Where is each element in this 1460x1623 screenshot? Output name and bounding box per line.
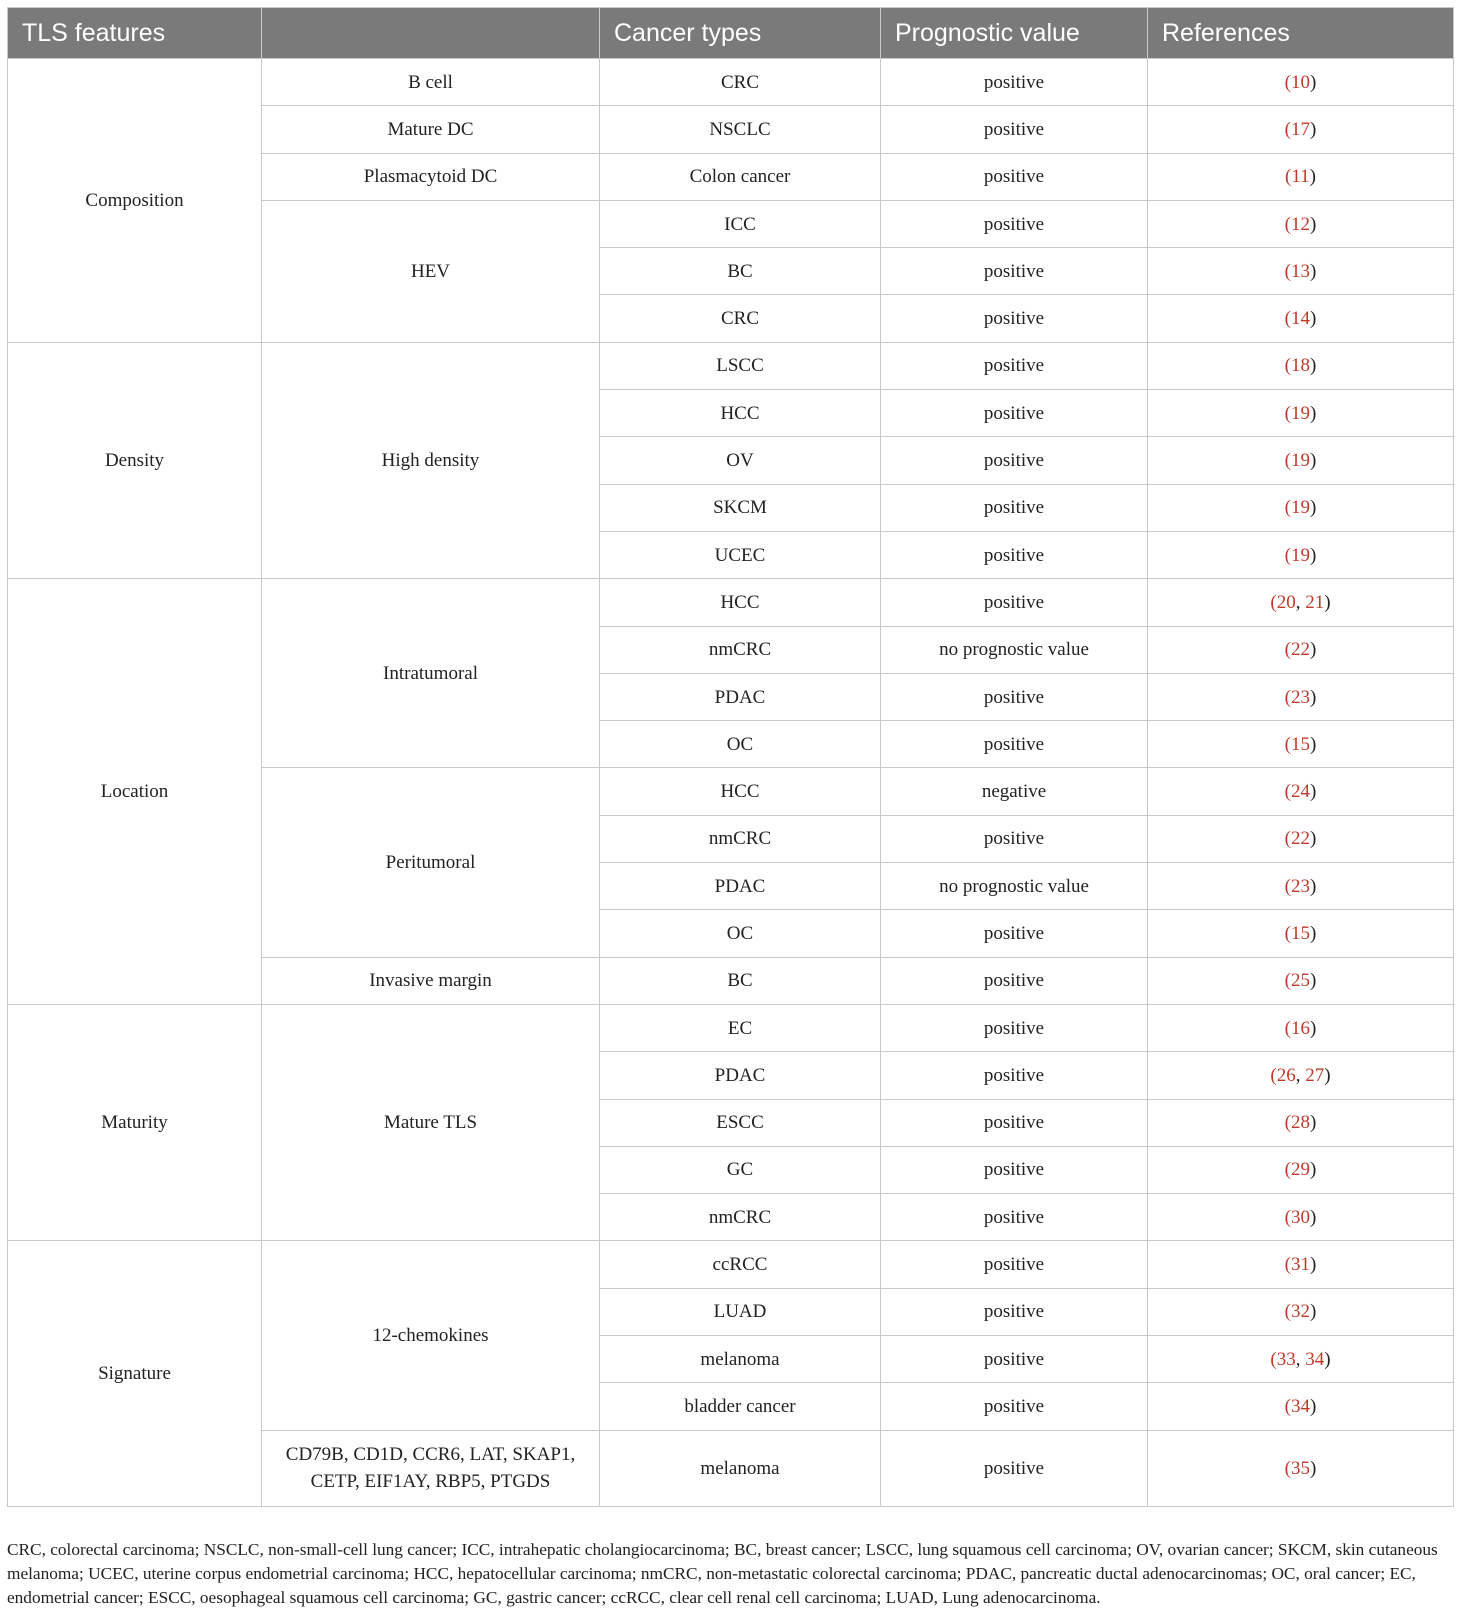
prognostic-value-cell: positive (881, 1194, 1148, 1241)
prognostic-value-cell: positive (881, 1336, 1148, 1383)
table-row (8, 59, 1454, 106)
reference-link[interactable]: 25 (1291, 970, 1310, 992)
reference-link[interactable]: 10 (1291, 71, 1310, 93)
cancer-type-cell: LUAD (600, 1288, 881, 1335)
reference-link[interactable]: 18 (1291, 355, 1310, 377)
reference-link[interactable]: 32 (1291, 1301, 1310, 1323)
cancer-type-cell: NSCLC (600, 106, 881, 153)
cancer-type-cell: CRC (600, 59, 881, 106)
references-cell: (19) (1148, 484, 1454, 531)
prognostic-value-cell: positive (881, 484, 1148, 531)
references-cell: (35) (1148, 1430, 1454, 1506)
tls-feature-cell: Density (8, 342, 262, 578)
reference-link[interactable]: 30 (1291, 1206, 1310, 1228)
cancer-type-cell: BC (600, 957, 881, 1004)
references-cell: (17) (1148, 106, 1454, 153)
prognostic-value-cell: positive (881, 531, 1148, 578)
prognostic-value-cell: positive (881, 1099, 1148, 1146)
reference-link[interactable]: 17 (1291, 118, 1310, 140)
reference-link[interactable]: 23 (1291, 875, 1310, 897)
prognostic-value-cell: positive (881, 342, 1148, 389)
prognostic-value-cell: positive (881, 295, 1148, 342)
references-cell: (30) (1148, 1194, 1454, 1241)
references-cell: (15) (1148, 721, 1454, 768)
references-cell: (33, 34) (1148, 1336, 1454, 1383)
prognostic-value-cell: positive (881, 673, 1148, 720)
subfeature-cell: Mature TLS (262, 1004, 600, 1240)
reference-link[interactable]: 19 (1291, 450, 1310, 472)
reference-link[interactable]: 23 (1291, 686, 1310, 708)
cancer-type-cell: PDAC (600, 1052, 881, 1099)
prognostic-value-cell: positive (881, 1383, 1148, 1430)
reference-link[interactable]: 24 (1291, 781, 1310, 803)
cancer-type-cell: PDAC (600, 863, 881, 910)
subfeature-cell: HEV (262, 200, 600, 342)
prognostic-value-cell: positive (881, 815, 1148, 862)
references-cell: (26, 27) (1148, 1052, 1454, 1099)
references-cell: (31) (1148, 1241, 1454, 1288)
references-cell: (24) (1148, 768, 1454, 815)
header-cancer-types: Cancer types (600, 8, 881, 59)
references-cell: (12) (1148, 200, 1454, 247)
prognostic-value-cell: positive (881, 1288, 1148, 1335)
table-footnote: CRC, colorectal carcinoma; NSCLC, non-small-cell lung cancer; ICC, intrahepatic cholangiocarcinoma; BC, breast cancer; LSCC, lung squamous cell carcinoma; OV, ovarian cancer; SKCM, skin cutaneous melanoma; UCEC, uterine corpus endometrial carcinoma; HCC, hepatocellular carcinoma; nmCRC, non-metastatic colorectal carcinoma; PDAC, pancreatic ductal adenocarcinomas; OC, oral cancer; EC, endometrial cancer; ESCC, oesophageal squamous cell carcinoma; GC, gastric cancer; ccRCC, clear cell renal cell carcinoma; LUAD, Lung adenocarcinoma. (7, 1540, 1438, 1607)
cancer-type-cell: OC (600, 721, 881, 768)
reference-link[interactable]: 19 (1291, 544, 1310, 566)
prognostic-value-cell: positive (881, 910, 1148, 957)
cancer-type-cell: HCC (600, 768, 881, 815)
reference-link[interactable]: 19 (1291, 402, 1310, 424)
references-cell: (20, 21) (1148, 579, 1454, 626)
reference-link[interactable]: 19 (1291, 497, 1310, 519)
reference-link[interactable]: 29 (1291, 1159, 1310, 1181)
reference-link[interactable]: 34 (1291, 1395, 1310, 1417)
reference-link[interactable]: 22 (1291, 828, 1310, 850)
table-body (8, 59, 1454, 1507)
reference-link[interactable]: 14 (1291, 308, 1310, 330)
prognostic-value-cell: positive (881, 579, 1148, 626)
reference-link[interactable]: 12 (1291, 213, 1310, 235)
prognostic-value-cell: positive (881, 106, 1148, 153)
references-cell: (18) (1148, 342, 1454, 389)
cancer-type-cell: nmCRC (600, 626, 881, 673)
references-cell: (29) (1148, 1146, 1454, 1193)
tls-feature-cell: Composition (8, 59, 262, 343)
cancer-type-cell: PDAC (600, 673, 881, 720)
prognostic-value-cell: positive (881, 200, 1148, 247)
table-row (8, 579, 1454, 626)
cancer-type-cell: melanoma (600, 1430, 881, 1506)
cancer-type-cell: EC (600, 1004, 881, 1051)
prognostic-value-cell: no prognostic value (881, 863, 1148, 910)
prognostic-value-cell: positive (881, 1052, 1148, 1099)
cancer-type-cell: ccRCC (600, 1241, 881, 1288)
header-prognostic-value: Prognostic value (881, 8, 1148, 59)
table-row (8, 1004, 1454, 1051)
references-cell: (23) (1148, 673, 1454, 720)
references-cell: (10) (1148, 59, 1454, 106)
subfeature-cell: Invasive margin (262, 957, 600, 1004)
subfeature-cell: Intratumoral (262, 579, 600, 768)
reference-link[interactable]: 20 (1276, 591, 1296, 613)
cancer-type-cell: HCC (600, 390, 881, 437)
reference-link[interactable]: 16 (1291, 1017, 1310, 1039)
references-cell: (19) (1148, 390, 1454, 437)
subfeature-cell: Plasmacytoid DC (262, 153, 600, 200)
cancer-type-cell: OV (600, 437, 881, 484)
table-row (8, 342, 1454, 389)
references-cell: (16) (1148, 1004, 1454, 1051)
references-cell: (22) (1148, 815, 1454, 862)
references-cell: (19) (1148, 531, 1454, 578)
prognostic-value-cell: positive (881, 248, 1148, 295)
subfeature-cell: 12-chemokines (262, 1241, 600, 1430)
reference-link[interactable]: 11 (1291, 166, 1310, 188)
subfeature-cell: B cell (262, 59, 600, 106)
subfeature-cell: Peritumoral (262, 768, 600, 957)
cancer-type-cell: bladder cancer (600, 1383, 881, 1430)
references-cell: (25) (1148, 957, 1454, 1004)
reference-link[interactable]: 13 (1291, 260, 1310, 282)
reference-link[interactable]: 34 (1305, 1348, 1325, 1370)
references-cell: (34) (1148, 1383, 1454, 1430)
cancer-type-cell: BC (600, 248, 881, 295)
prognostic-value-cell: positive (881, 1430, 1148, 1506)
prognostic-value-cell: positive (881, 59, 1148, 106)
references-cell: (28) (1148, 1099, 1454, 1146)
prognostic-value-cell: negative (881, 768, 1148, 815)
cancer-type-cell: CRC (600, 295, 881, 342)
cancer-type-cell: GC (600, 1146, 881, 1193)
cancer-type-cell: melanoma (600, 1336, 881, 1383)
reference-link[interactable]: 26 (1276, 1064, 1296, 1086)
cancer-type-cell: SKCM (600, 484, 881, 531)
reference-link[interactable]: 22 (1291, 639, 1310, 661)
prognostic-value-cell: positive (881, 437, 1148, 484)
cancer-type-cell: Colon cancer (600, 153, 881, 200)
prognostic-value-cell: positive (881, 1146, 1148, 1193)
references-cell: (32) (1148, 1288, 1454, 1335)
prognostic-value-cell: no prognostic value (881, 626, 1148, 673)
reference-link[interactable]: 31 (1291, 1254, 1310, 1276)
references-cell: (15) (1148, 910, 1454, 957)
reference-link[interactable]: 27 (1305, 1064, 1325, 1086)
reference-link[interactable]: 28 (1291, 1112, 1310, 1134)
header-references: References (1148, 8, 1454, 59)
cancer-type-cell: HCC (600, 579, 881, 626)
header-subfeature (262, 8, 600, 59)
table-header-row (8, 8, 1454, 59)
tls-feature-cell: Signature (8, 1241, 262, 1506)
reference-link[interactable]: 15 (1291, 733, 1310, 755)
prognostic-value-cell: positive (881, 153, 1148, 200)
cancer-type-cell: LSCC (600, 342, 881, 389)
subfeature-cell: CD79B, CD1D, CCR6, LAT, SKAP1, CETP, EIF1AY, RBP5, PTGDS (262, 1430, 600, 1506)
cancer-type-cell: OC (600, 910, 881, 957)
reference-link[interactable]: 33 (1276, 1348, 1296, 1370)
prognostic-value-cell: positive (881, 957, 1148, 1004)
tls-feature-cell: Location (8, 579, 262, 1005)
references-cell: (23) (1148, 863, 1454, 910)
references-cell: (19) (1148, 437, 1454, 484)
tls-table-container (7, 7, 1453, 1507)
subfeature-cell: High density (262, 342, 600, 578)
tls-feature-cell: Maturity (8, 1004, 262, 1240)
subfeature-cell: Mature DC (262, 106, 600, 153)
reference-link[interactable]: 21 (1305, 591, 1325, 613)
references-cell: (14) (1148, 295, 1454, 342)
references-cell: (11) (1148, 153, 1454, 200)
prognostic-value-cell: positive (881, 390, 1148, 437)
header-tls-features: TLS features (8, 8, 262, 59)
reference-link[interactable]: 35 (1291, 1457, 1310, 1479)
prognostic-value-cell: positive (881, 1004, 1148, 1051)
references-cell: (22) (1148, 626, 1454, 673)
tls-prognostic-table (7, 7, 1454, 1507)
cancer-type-cell: ESCC (600, 1099, 881, 1146)
cancer-type-cell: UCEC (600, 531, 881, 578)
prognostic-value-cell: positive (881, 1241, 1148, 1288)
prognostic-value-cell: positive (881, 721, 1148, 768)
references-cell: (13) (1148, 248, 1454, 295)
cancer-type-cell: ICC (600, 200, 881, 247)
cancer-type-cell: nmCRC (600, 815, 881, 862)
cancer-type-cell: nmCRC (600, 1194, 881, 1241)
reference-link[interactable]: 15 (1291, 922, 1310, 944)
table-row (8, 1241, 1454, 1288)
